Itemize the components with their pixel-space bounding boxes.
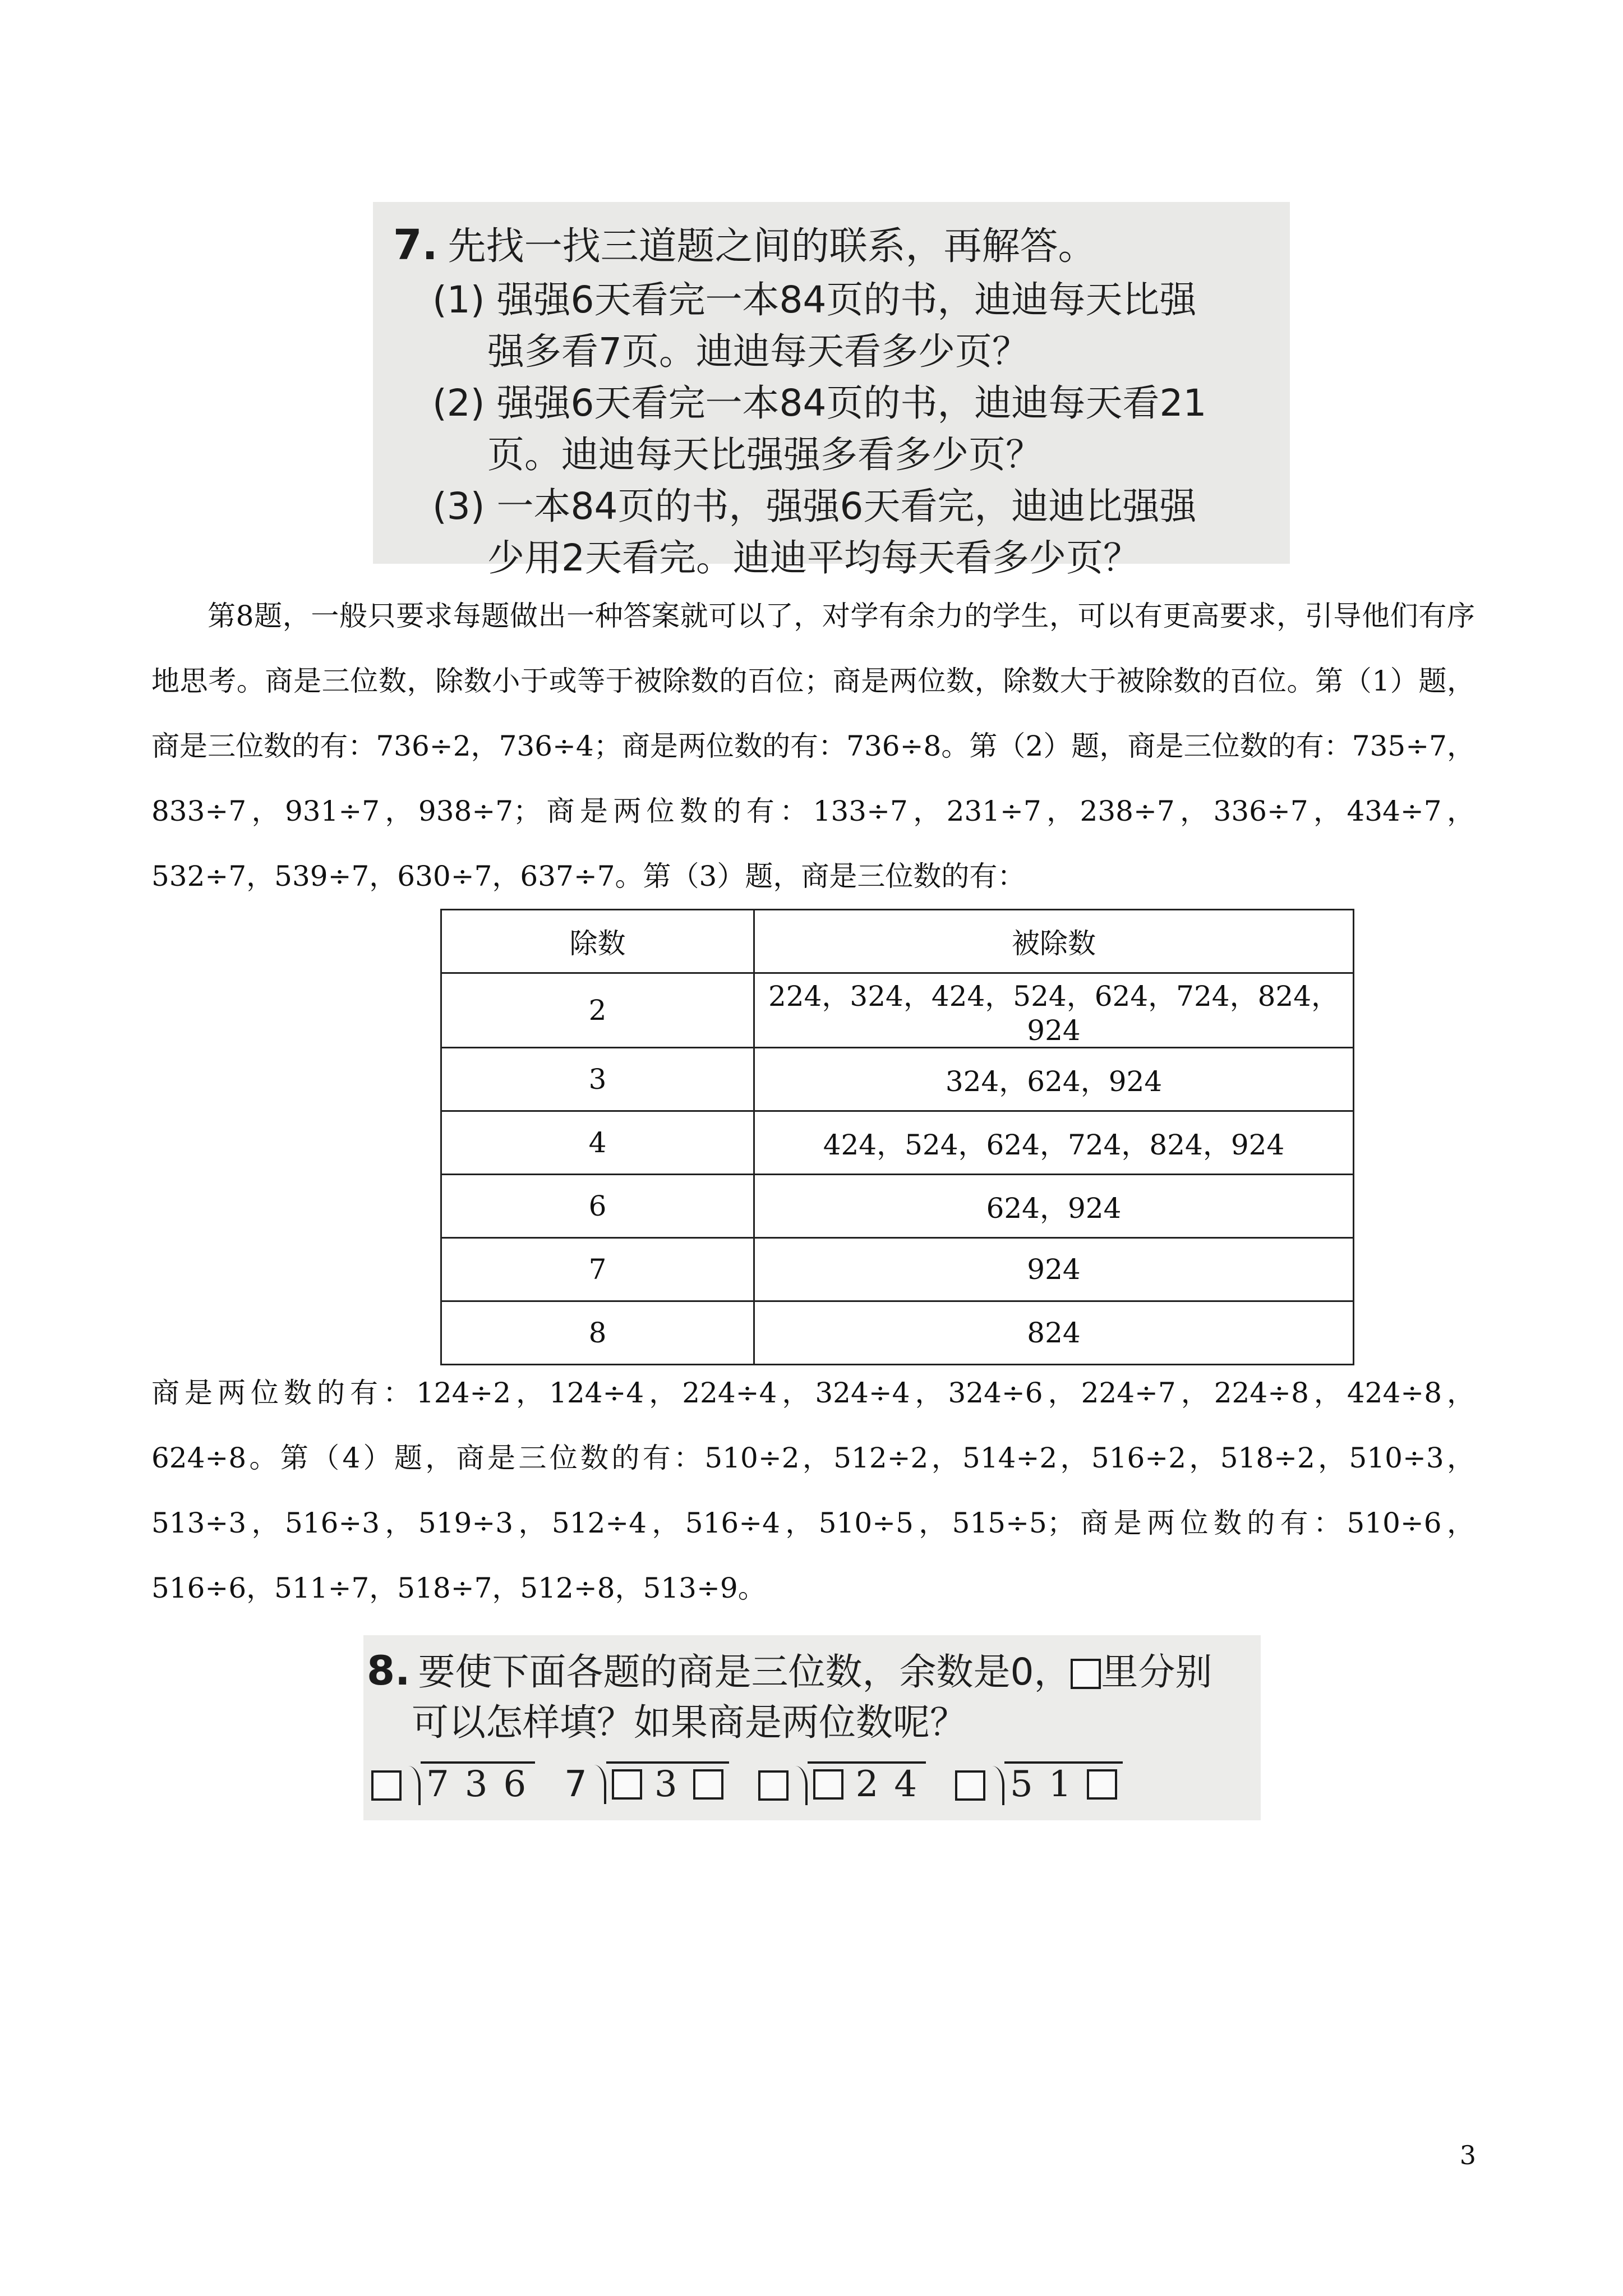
problem-7-sub-3-line-1 (393, 481, 1270, 532)
header-dividend: 被除数 (754, 910, 1354, 973)
explanation-paragraph-1: 第8题，一般只要求每题做出一种答案就可以了，对学有余力的学生，可以有更高要求，引导他们有序地思考。商是三位数，除数小于或等于被除数的百位；商是两位数，除数大于被除数的百位。第（1）题，商是三位数的有：736÷2，736÷4；商是两位数的有：736÷8。第（2）题，商是三位数的有：735÷7，833÷7，931÷7，938÷7；商是两位数的有：133÷7，231÷7，238÷7，336÷7，434÷7，532÷7，539÷7，630÷7，637÷7。第（3）题，商是三位数的有： (151, 600, 1475, 892)
blank-box-icon (1087, 1769, 1117, 1800)
division-bracket-icon (404, 1766, 421, 1805)
blank-box-icon (693, 1769, 723, 1800)
table-header-row (441, 910, 1354, 973)
divisor-cell: 7 (441, 1238, 754, 1301)
sub-label: (3) (432, 485, 485, 528)
dividend-cell: 424，524，624，724，824，924 (754, 1111, 1354, 1175)
problem-8-image (363, 1635, 1261, 1820)
dividend-cell: 824 (754, 1301, 1354, 1365)
blank-box-icon (612, 1769, 642, 1800)
division-expression-4 (955, 1761, 1123, 1805)
digit: 7 (426, 1764, 453, 1805)
blank-box-icon (371, 1770, 402, 1801)
page-number: 3 (1459, 2140, 1476, 2170)
sub-text: 一本84页的书，强强6天看完，迪迪比强强 (496, 485, 1197, 528)
blank-box-icon (1071, 1659, 1101, 1689)
problem-7-sub-1-line-1 (393, 274, 1270, 326)
division-bracket-icon (589, 1765, 606, 1804)
table-row (441, 1238, 1354, 1301)
divisor-cell: 4 (441, 1111, 754, 1175)
division-expression-3 (758, 1761, 926, 1805)
problem-7-sub-1-line-2: 强多看7页。迪迪每天看多少页？ (487, 330, 1029, 373)
digit: 7 (564, 1764, 587, 1805)
digit: 1 (1048, 1764, 1075, 1805)
division-expression-1 (371, 1761, 535, 1805)
dividend-cell: 924 (754, 1238, 1354, 1301)
problem-7-sub-2-line-2: 页。迪迪每天比强强多看多少页？ (487, 433, 1043, 476)
dividend-cell: 624，924 (754, 1175, 1354, 1238)
table-row (441, 1111, 1354, 1175)
table-row (441, 1175, 1354, 1238)
division-expression-2 (564, 1761, 728, 1805)
divisor-cell: 6 (441, 1175, 754, 1238)
blank-box-icon (758, 1770, 789, 1801)
table-row (441, 973, 1354, 1048)
divisor-cell: 2 (441, 973, 754, 1048)
problem-8-line-2: 可以怎样填？如果商是两位数呢？ (412, 1701, 967, 1744)
problem-7-sub-2-line-1 (393, 378, 1270, 429)
problem-7-heading (393, 218, 1270, 274)
table-row (441, 1301, 1354, 1365)
digit: 4 (894, 1764, 921, 1805)
header-divisor: 除数 (441, 910, 754, 973)
dividend-cell: 224，324，424，524，624，724，824，924 (754, 973, 1354, 1048)
digit: 6 (503, 1764, 530, 1805)
blank-box-icon (955, 1770, 985, 1801)
table-row (441, 1048, 1354, 1111)
problem-8-text-b: 里分别 (1101, 1650, 1212, 1694)
sub-text: 强强6天看完一本84页的书，迪迪每天比强 (496, 278, 1197, 321)
problem-7-number: 7. (393, 221, 438, 269)
digit: 5 (1010, 1764, 1036, 1805)
divisor-cell: 8 (441, 1301, 754, 1365)
problem-7-instruction: 先找一找三道题之间的联系，再解答。 (448, 224, 1096, 269)
divisor-cell: 3 (441, 1048, 754, 1111)
sub-label: (1) (432, 278, 485, 321)
divisor-dividend-table (440, 909, 1354, 1365)
problem-7-sub-3-line-2: 少用2天看完。迪迪平均每天看多少页？ (487, 536, 1140, 579)
digit: 2 (855, 1764, 882, 1805)
problem-8-heading (367, 1645, 1257, 1697)
problem-8-number: 8. (367, 1647, 411, 1694)
blank-box-icon (813, 1769, 843, 1800)
sub-text: 强强6天看完一本84页的书，迪迪每天看21 (496, 381, 1207, 425)
sub-label: (2) (432, 381, 485, 425)
problem-7-image (373, 202, 1290, 579)
division-bracket-icon (791, 1766, 808, 1805)
problem-8-text-a: 要使下面各题的商是三位数，余数是0， (418, 1650, 1071, 1694)
dividend-cell: 324，624，924 (754, 1048, 1354, 1111)
digit: 3 (654, 1764, 681, 1805)
division-bracket-icon (988, 1766, 1004, 1805)
explanation-paragraph-2: 商是两位数的有：124÷2，124÷4，224÷4，324÷4，324÷6，224÷7，224÷8，424÷8，624÷8。第（4）题，商是三位数的有：510÷2，512÷2，514÷2，516÷2，518÷2，510÷3，513÷3，516÷3，519÷3，512÷4，516÷4，510÷5，515÷5；商是两位数的有：510÷6，516÷6，511÷7，518÷7，512÷8，513÷9。 (151, 1377, 1475, 1604)
division-expressions (367, 1761, 1257, 1805)
digit: 3 (464, 1764, 491, 1805)
